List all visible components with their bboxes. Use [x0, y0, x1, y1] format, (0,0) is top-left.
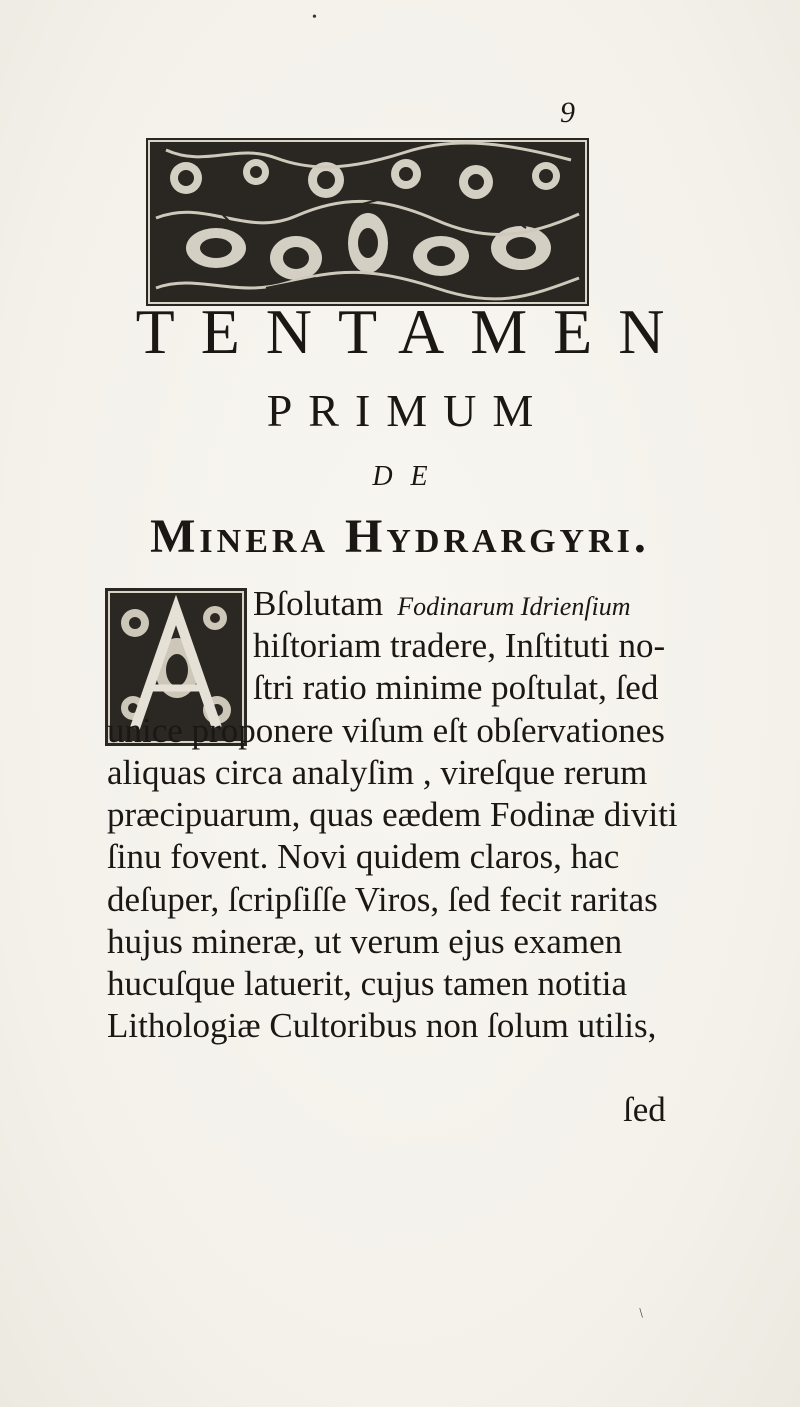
catchword: ſed	[623, 1090, 666, 1129]
title-de: DE	[372, 461, 446, 492]
title-minera-hydrargyri: Minera Hydrargyri.	[150, 510, 650, 563]
text-line-10: hucuſque latuerit, cujus tamen notitia	[107, 964, 627, 1003]
ink-speck: •	[312, 10, 317, 25]
text-line-9: hujus mineræ, ut verum ejus examen	[107, 922, 623, 961]
ornamental-headpiece	[146, 138, 589, 306]
italic-phrase: Fodinarum Idrienſium	[397, 592, 631, 621]
title-primum: PRIMUM	[266, 385, 550, 436]
text-line-4: unice proponere viſum eſt obſervationes	[107, 711, 665, 750]
text-line-8: deſuper, ſcripſiſſe Viros, ſed fecit raritas	[107, 880, 658, 919]
text-line-1	[253, 583, 631, 628]
ink-speck: /	[635, 1306, 648, 1321]
first-word: Bſolutam	[253, 584, 384, 623]
text-line-5: aliquas circa analyſim , vireſque rerum	[107, 753, 648, 792]
text-line-11: Lithologiæ Cultoribus non ſolum utilis,	[107, 1006, 657, 1045]
text-line-2: hiſtoriam tradere, Inſtituti no-	[253, 626, 666, 665]
text-line-7: ſinu fovent. Novi quidem claros, hac	[107, 837, 620, 876]
page-number: 9	[560, 96, 575, 129]
text-line-6: præcipuarum, quas eædem Fodinæ diviti	[107, 795, 678, 834]
title-tentamen: TENTAMEN	[135, 296, 691, 367]
text-line-3: ſtri ratio minime poſtulat, ſed	[253, 668, 659, 707]
